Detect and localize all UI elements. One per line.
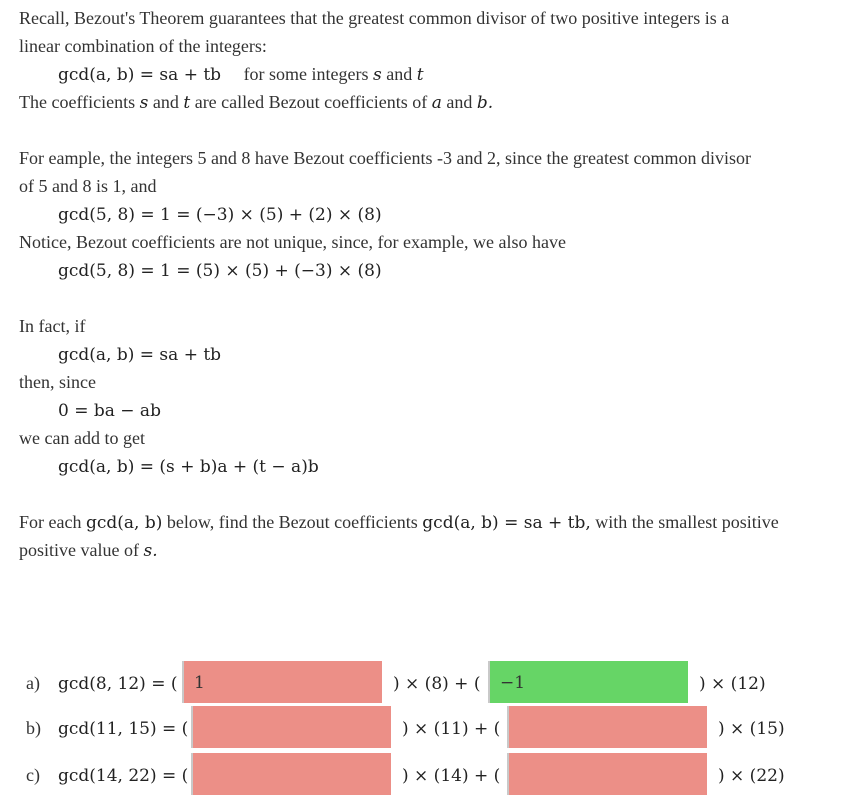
s-answer-input-a[interactable]: 1 (182, 661, 382, 703)
proof-equation-1: gcd(a, b) = sa + tb (58, 345, 222, 365)
question-end-c: ) × (22) (718, 766, 785, 786)
question-gcd-b: gcd(11, 15) = ( (58, 719, 189, 739)
task-line-1 (19, 512, 779, 533)
coefficients-text: The coefficients (19, 92, 136, 112)
bezout-equation: gcd(a, b) = sa + tb (58, 65, 222, 85)
proof-line-2: then, since (19, 372, 96, 392)
proof-line-1: In fact, if (19, 316, 86, 336)
question-mid-a: ) × (8) + ( (393, 674, 481, 694)
question-end-b: ) × (15) (718, 719, 785, 739)
s-answer-input-c[interactable] (191, 753, 391, 795)
question-mid-c: ) × (14) + ( (402, 766, 501, 786)
example-equation-1: gcd(5, 8) = 1 = (−3) × (5) + (2) × (8) (58, 205, 382, 225)
var-a: a (431, 93, 442, 113)
example-equation-2: gcd(5, 8) = 1 = (5) × (5) + (−3) × (8) (58, 261, 382, 281)
task-line-2 (19, 540, 158, 561)
task-text-3: with the smallest positive (595, 512, 779, 532)
var-t-2: t (183, 93, 191, 113)
proof-line-3: we can add to get (19, 428, 145, 448)
t-answer-input-c[interactable] (507, 753, 707, 795)
var-t: t (416, 65, 424, 85)
task-equation: gcd(a, b) = sa + tb, (422, 513, 591, 533)
called-text: are called Bezout coefficients of (194, 92, 428, 112)
example-line-3: Notice, Bezout coefficients are not unique, since, for example, we also have (19, 232, 566, 252)
question-end-a: ) × (12) (699, 674, 766, 694)
task-text-2: below, find the Bezout coefficients (166, 512, 418, 532)
task-var-s: s. (143, 541, 158, 561)
var-b: b. (476, 93, 494, 113)
proof-equation-2: 0 = ba − ab (58, 401, 161, 421)
example-line-1: For eample, the integers 5 and 8 have Bezout coefficients -3 and 2, since the greatest common divisor (19, 148, 751, 168)
var-s: s (373, 65, 382, 85)
example-line-2: of 5 and 8 is 1, and (19, 176, 157, 196)
question-label-a: a) (26, 673, 40, 693)
task-text-4: positive value of (19, 540, 139, 560)
question-label-c: c) (26, 765, 40, 785)
proof-equation-3: gcd(a, b) = (s + b)a + (t − a)b (58, 457, 319, 477)
intro-line-2: linear combination of the integers: (19, 36, 267, 56)
s-answer-input-b[interactable] (191, 706, 391, 748)
and-word: and (386, 64, 413, 84)
question-gcd-c: gcd(14, 22) = ( (58, 766, 189, 786)
t-answer-input-b[interactable] (507, 706, 707, 748)
equation-note: for some integers (243, 64, 369, 84)
question-label-b: b) (26, 718, 41, 738)
task-gcd: gcd(a, b) (85, 513, 163, 533)
var-s-2: s (139, 93, 149, 113)
question-gcd-a: gcd(8, 12) = ( (58, 674, 178, 694)
and-word-2: and (152, 92, 179, 112)
question-mid-b: ) × (11) + ( (402, 719, 501, 739)
task-text-1: For each (19, 512, 82, 532)
intro-equation (58, 64, 424, 85)
intro-line-1: Recall, Bezout's Theorem guarantees that the greatest common divisor of two positive integers is a (19, 8, 730, 28)
intro-line-4 (19, 92, 493, 113)
and-word-3: and (446, 92, 473, 112)
t-answer-input-a[interactable]: −1 (488, 661, 688, 703)
